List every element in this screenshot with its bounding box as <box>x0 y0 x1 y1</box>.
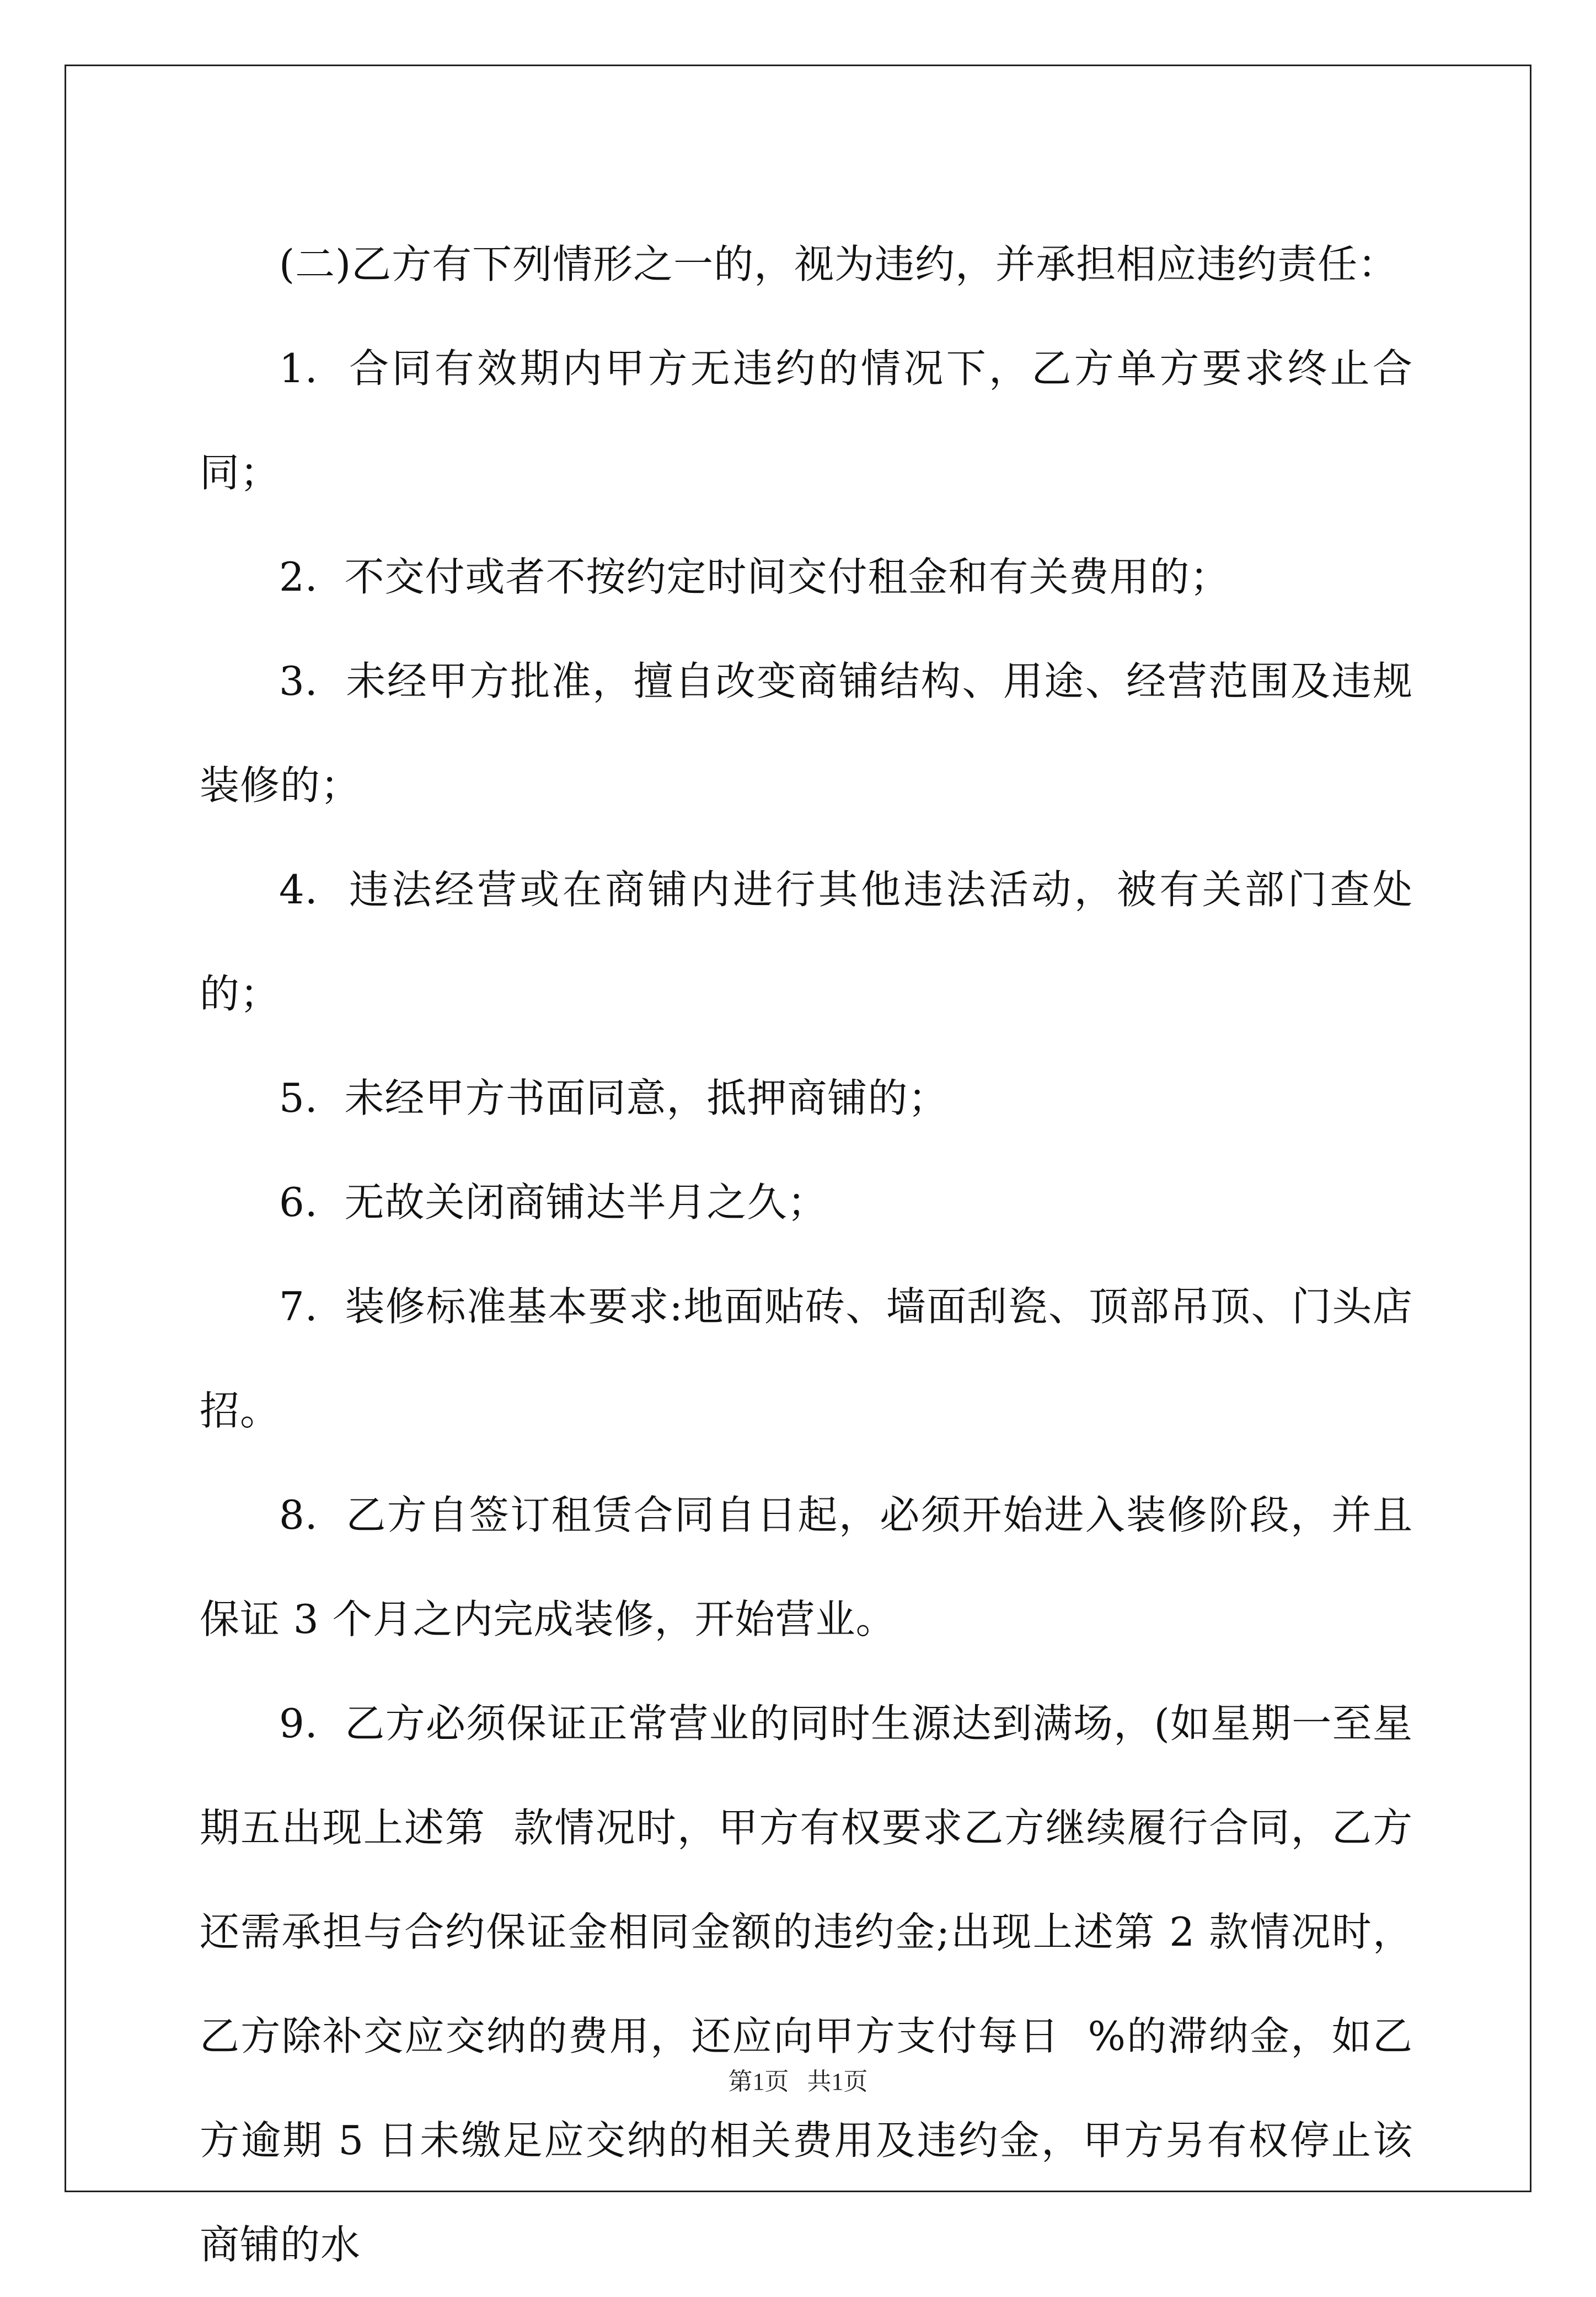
paragraph-item-2: 2. 不交付或者不按约定时间交付租金和有关费用的； <box>279 554 1230 600</box>
paragraph-item-1: 1. 合同有效期内甲方无违约的情况下，乙方单方要求终止合同； <box>200 345 1413 496</box>
paragraph-item-6: 6. 无故关闭商铺达半月之久； <box>279 1179 828 1225</box>
paragraph-breach-intro: (二)乙方有下列情形之一的，视为违约，并承担相应违约责任： <box>279 241 1399 287</box>
page-number-footer: 第1页 共1页 <box>728 2068 868 2095</box>
paragraph-item-7: 7. 装修标准基本要求:地面贴砖、墙面刮瓷、顶部吊顶、门头店招。 <box>200 1283 1413 1434</box>
document-body <box>200 212 1413 2297</box>
paragraph-item-8: 8. 乙方自签订租赁合同自日起，必须开始进入装修阶段，并且保证 3 个月之内完成装修，开始营业。 <box>200 1492 1413 1642</box>
paragraph-item-9: 9. 乙方必须保证正常营业的同时生源达到满场，(如星期一至星期五出现上述第 款情况时，甲方有权要求乙方继续履行合同，乙方还需承担与合约保证金相同金额的违约金;出现上述第 2 款情况时，乙方除补交应交纳的费用，还应向甲方支付每日 %的滞纳金，如乙方逾期 5 日未缴足应交纳的相关费用及违约金，甲方另有权停止该商铺的水 <box>200 1700 1413 2268</box>
paragraph-item-5: 5. 未经甲方书面同意，抵押商铺的； <box>279 1075 949 1121</box>
paragraph-item-3: 3. 未经甲方批准，擅自改变商铺结构、用途、经营范围及违规装修的； <box>200 658 1413 808</box>
paragraph-item-4: 4. 违法经营或在商铺内进行其他违法活动，被有关部门查处的； <box>200 866 1413 1017</box>
